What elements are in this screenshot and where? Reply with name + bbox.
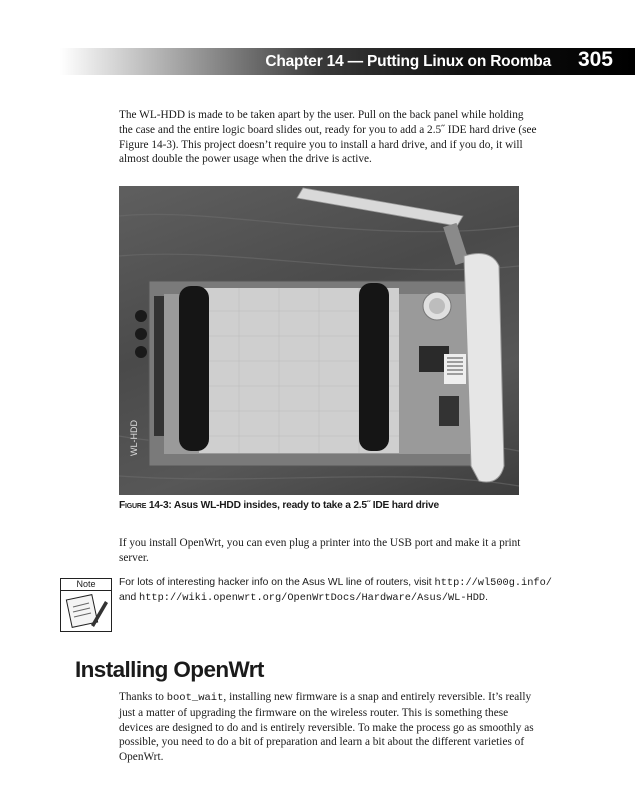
boot-wait-code: boot_wait xyxy=(166,692,224,704)
chapter-title: Putting Linux on Roomba xyxy=(367,53,551,70)
printer-paragraph: If you install OpenWrt, you can even plug a printer into the USB port and make it a print server. xyxy=(119,537,521,564)
chapter-label: Chapter 14 xyxy=(265,53,344,70)
figure-photo xyxy=(119,186,519,495)
page-number: 305 xyxy=(577,48,613,71)
note-pen-icon xyxy=(61,591,111,631)
mounting-strip-right xyxy=(359,283,389,451)
note-text-before: For lots of interesting hacker info on the Asus WL line of routers, visit xyxy=(119,577,435,588)
back-panel xyxy=(464,254,504,482)
section-heading: Installing OpenWrt xyxy=(75,657,264,682)
note-text xyxy=(119,576,559,605)
router-board-illustration xyxy=(119,186,519,495)
install-text-before: Thanks to xyxy=(119,691,167,703)
note-link-openwrt-wiki[interactable]: http://wiki.openwrt.org/OpenWrtDocs/Hardware/Asus/WL-HDD xyxy=(139,591,486,604)
note-link-wl500g[interactable]: http://wl500g.info/ xyxy=(434,577,552,589)
note-box xyxy=(60,578,112,632)
note-text-after: . xyxy=(485,591,488,603)
install-text-after: , installing new firmware is a snap and entirely reversible. It’s really just a matter of upgrading the firmware on the wireless router. This is something these devices are designed to do and is entirely reversible. To make the process go as smoothly as possible, you need to do a bit of preparation and learn a bit about the different varieties of OpenWrt. xyxy=(119,691,534,764)
figure-number: 14-3: xyxy=(148,500,172,511)
note-label: Note xyxy=(61,579,111,591)
figure-label: Figure xyxy=(119,500,147,511)
mounting-strip-left xyxy=(179,286,209,451)
figure-caption xyxy=(119,500,439,511)
header-dash: — xyxy=(347,53,363,70)
intro-paragraph: The WL-HDD is made to be taken apart by the user. Pull on the back panel while holding the case and the entire logic board slides out, ready for you to add a 2.5˝ IDE hard drive (see Figure 14-3). This project doesn’t require you to install a hard drive, and if you do, it will almost double the power usage when the drive is active. xyxy=(119,109,537,166)
serial-sticker xyxy=(444,354,466,384)
board-badge: WL-HDD xyxy=(129,420,139,456)
installing-paragraph xyxy=(119,690,539,765)
running-header xyxy=(265,50,551,73)
note-text-mid: and xyxy=(119,591,140,603)
figure-caption-text: Asus WL-HDD insides, ready to take a 2.5˝ IDE hard drive xyxy=(173,500,439,511)
